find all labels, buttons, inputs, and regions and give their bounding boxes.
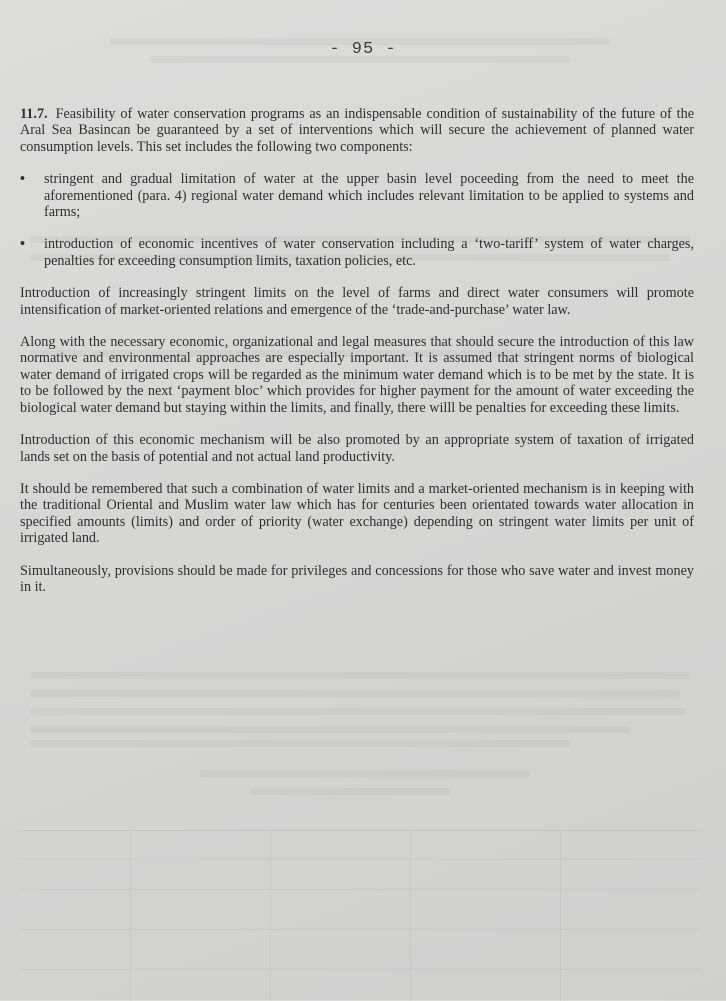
bullet-icon: •: [20, 236, 25, 253]
list-item-text: introduction of economic incentives of water conservation including a ‘two-tariff’ system of water charges, penalties for exceeding consumption limits, taxation policies, etc.: [44, 236, 694, 269]
list-item: [20, 236, 694, 269]
components-list: [20, 171, 694, 269]
paragraph-privileges: Simultaneously, provisions should be made for privileges and concessions for those who save water and invest money in it.: [20, 562, 694, 595]
paragraph-market-relations: Introduction of increasingly stringent limits on the level of farms and direct water consumers will promote intensification of market-oriented relations and emergence of the ‘trade-and-purchase’ water law.: [20, 285, 694, 318]
page-number: - 95 -: [329, 40, 397, 59]
bullet-icon: •: [20, 171, 25, 188]
paragraph-legal-measures: Along with the necessary economic, organizational and legal measures that should secure the introduction of this law normative and environmental approaches are especially important. It is assumed that stringent norms of biological water demand of irrigated crops will be regarded as the minimum water demand which is to be met by the state. It is to be followed by the next ‘payment bloc’ which provides for higher payment for the amount of water exceeding the biological water demand but staying within the limits, and finally, there willl be penalties for exceeding these limits.: [20, 334, 694, 416]
paragraph-water-law: It should be remembered that such a combination of water limits and a market-oriented mechanism is in keeping with the traditional Oriental and Muslim water law which has for centuries been orientated towards water allocation in specified amounts (limits) and order of priority (water exchange) depending on stringent water limits per unit of irrigated land.: [20, 480, 694, 547]
list-item: [20, 171, 694, 220]
section-intro-paragraph: [20, 106, 694, 155]
section-number: 11.7.: [20, 106, 48, 122]
body-text: [20, 106, 694, 611]
reverse-side-table-outline: [20, 830, 700, 1001]
section-intro-text: Feasibility of water conservation programs as an indispensable condition of sustainability of the future of the Aral Sea Basincan be guaranteed by a set of interventions which will secure the achievement of planned water consumption levels. This set includes the following two components:: [20, 106, 694, 155]
paragraph-taxation: Introduction of this economic mechanism will be also promoted by an appropriate system of taxation of irrigated lands set on the basis of potential and not actual land productivity.: [20, 432, 694, 465]
list-item-text: stringent and gradual limitation of water at the upper basin level poceeding from the need to meet the aforementioned (para. 4) regional water demand which includes relevant limitation to be applied to systems and farms;: [44, 171, 694, 221]
